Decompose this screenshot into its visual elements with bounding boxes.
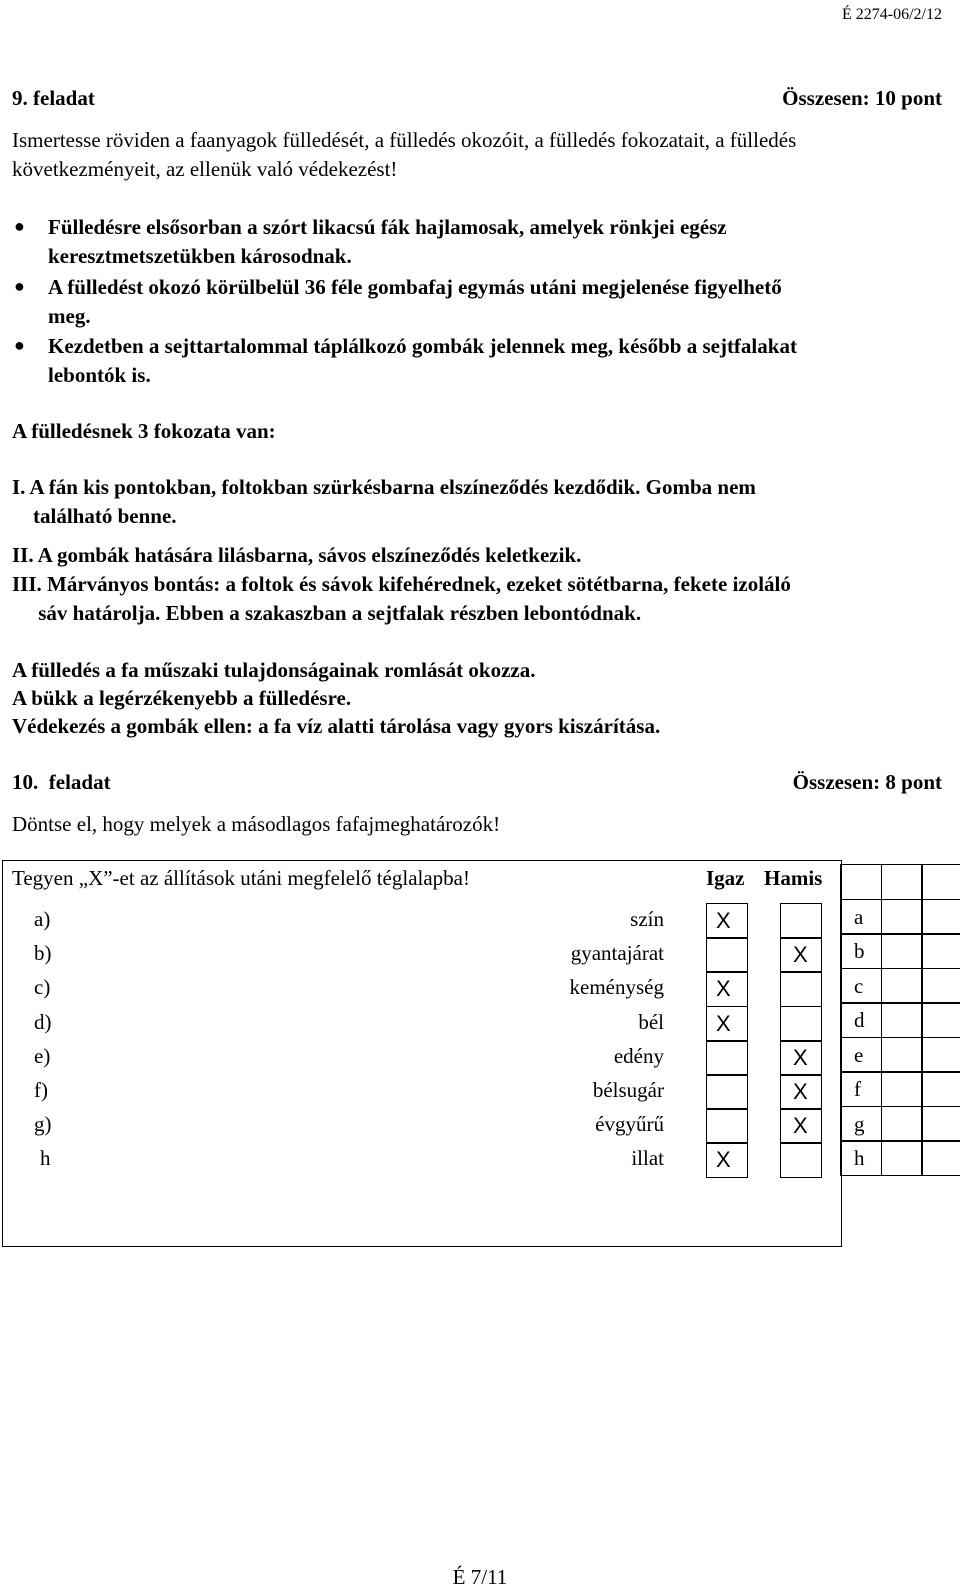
x-mark: X (793, 1044, 808, 1070)
row-label: f) (34, 1078, 48, 1102)
key-grid-cell (881, 968, 923, 1004)
stage-1-line-2: található benne. (12, 504, 177, 528)
row-word: évgyűrű (595, 1112, 664, 1137)
row-word: bélsugár (592, 1078, 664, 1102)
key-grid-cell (921, 933, 960, 969)
row-word: szín (630, 907, 664, 931)
row-label: g) (34, 1112, 52, 1137)
x-mark: X (716, 908, 731, 933)
row-word: bél (638, 1009, 664, 1034)
key-grid-cell (921, 1071, 960, 1107)
false-checkbox[interactable] (780, 903, 822, 939)
key-grid-cell (840, 933, 882, 969)
task10-title: 10. feladat (12, 770, 111, 794)
key-letter: b (854, 939, 865, 963)
task9-prompt-line-2: következményeit, az ellenük való védekezést! (12, 157, 398, 181)
x-mark: X (793, 1113, 808, 1139)
row-label: d) (34, 1009, 52, 1034)
bullet-1-line-1: Fülledésre elsősorban a szórt likacsú fák hajlamosak, amelyek rönkjei egész (48, 215, 727, 239)
key-grid-cell (921, 864, 960, 900)
true-checkbox[interactable] (706, 1074, 748, 1110)
page-code: É 2274-06/2/12 (842, 6, 942, 23)
key-letter: e (854, 1042, 864, 1067)
false-checkbox[interactable] (780, 1006, 822, 1042)
row-label: h (40, 1146, 51, 1171)
false-checkbox[interactable] (780, 1108, 822, 1144)
row-word: illat (631, 1146, 664, 1171)
task9-title: 9. feladat (12, 86, 95, 110)
key-grid-cell (921, 968, 960, 1004)
false-checkbox[interactable] (780, 1040, 822, 1076)
task10-prompt: Döntse el, hogy melyek a másodlagos fafajmeghatározók! (12, 812, 501, 836)
true-checkbox[interactable] (706, 1108, 748, 1144)
false-checkbox[interactable] (780, 1142, 822, 1178)
key-letter: h (854, 1146, 865, 1170)
conclusion-1: A fülledés a fa műszaki tulajdonságainak romlását okozza. (12, 658, 536, 682)
conclusion-2: A bükk a legérzékenyebb a fülledésre. (12, 686, 352, 710)
key-grid-cell (921, 899, 960, 935)
key-grid-cell (840, 1037, 882, 1073)
x-mark: X (793, 942, 808, 968)
bullet-3-line-2: lebontók is. (48, 363, 151, 387)
key-grid-cell (840, 1140, 882, 1176)
bullet-icon: ● (14, 335, 25, 355)
row-word: gyantajárat (570, 941, 664, 966)
false-checkbox[interactable] (780, 1074, 822, 1110)
task9-points: Összesen: 10 pont (782, 86, 942, 110)
row-label: c) (34, 975, 51, 1000)
x-mark: X (716, 1147, 731, 1173)
key-grid-cell (881, 1002, 923, 1038)
stage-3-line-2: sáv határolja. Ebben a szakaszban a sejtfalak részben lebontódnak. (12, 601, 642, 625)
key-grid-cell (881, 1106, 923, 1142)
page-footer: É 7/11 (452, 1565, 508, 1589)
false-checkbox[interactable] (780, 971, 822, 1007)
key-grid-cell (921, 1037, 960, 1073)
stage-2-line-1: II. A gombák hatására lilásbarna, sávos elszíneződés keletkezik. (12, 543, 582, 567)
key-grid-cell (881, 1140, 923, 1176)
key-grid-cell (881, 864, 923, 900)
key-grid-cell (881, 899, 923, 935)
key-grid-cell (921, 1002, 960, 1038)
task10-points: Összesen: 8 pont (792, 770, 942, 794)
true-checkbox[interactable] (706, 1006, 748, 1042)
instruction-text: Tegyen „X”-et az állítások utáni megfelelő téglalapba! (12, 866, 470, 890)
bullet-icon: ● (14, 276, 25, 296)
true-checkbox[interactable] (706, 1142, 748, 1178)
key-grid-cell (840, 899, 882, 935)
true-checkbox[interactable] (706, 937, 748, 973)
key-letter: c (854, 973, 864, 998)
key-grid-cell (840, 1106, 882, 1142)
key-grid-cell (881, 1071, 923, 1107)
key-grid-cell (840, 1002, 882, 1038)
key-grid-cell (840, 1071, 882, 1107)
key-grid-cell (921, 1106, 960, 1142)
true-checkbox[interactable] (706, 1040, 748, 1076)
key-letter: f (854, 1077, 861, 1101)
task9-prompt-line-1: Ismertesse röviden a faanyagok fülledését, a fülledés okozóit, a fülledés fokozatait, a fülledés (12, 128, 797, 152)
key-letter: d (854, 1008, 865, 1032)
row-label: b) (34, 941, 52, 966)
x-mark: X (716, 976, 731, 1002)
stages-title: A fülledésnek 3 fokozata van: (12, 419, 276, 443)
true-checkbox[interactable] (706, 971, 748, 1007)
key-grid-cell (881, 1037, 923, 1073)
row-label: e) (34, 1043, 51, 1068)
stage-1-line-1: I. A fán kis pontokban, foltokban szürkésbarna elszíneződés kezdődik. Gomba nem (12, 475, 756, 499)
false-checkbox[interactable] (780, 937, 822, 973)
bullet-icon: ● (14, 216, 25, 236)
row-word: edény (613, 1043, 664, 1068)
bullet-1-line-2: keresztmetszetükben károsodnak. (48, 244, 352, 268)
key-grid-cell (921, 1140, 960, 1176)
stage-3-line-1: III. Márványos bontás: a foltok és sávok kifehérednek, ezeket sötétbarna, fekete izoláló (12, 572, 791, 596)
key-grid-cell (840, 864, 882, 900)
key-letter: g (854, 1111, 865, 1136)
conclusion-3: Védekezés a gombák ellen: a fa víz alatti tárolása vagy gyors kiszárítása. (12, 714, 661, 738)
true-checkbox[interactable] (706, 903, 748, 939)
key-grid-cell (840, 968, 882, 1004)
x-mark: X (716, 1010, 731, 1036)
col-true-header: Igaz (706, 866, 745, 890)
key-grid-cell (881, 933, 923, 969)
bullet-3-line-1: Kezdetben a sejttartalommal táplálkozó gombák jelennek meg, később a sejtfalakat (48, 334, 797, 358)
col-false-header: Hamis (764, 866, 823, 890)
bullet-2-line-1: A fülledést okozó körülbelül 36 féle gombafaj egymás utáni megjelenése figyelhető (48, 275, 782, 299)
row-label: a) (34, 907, 51, 931)
x-mark: X (793, 1079, 808, 1104)
bullet-2-line-2: meg. (48, 304, 91, 328)
row-word: keménység (569, 975, 664, 1000)
key-letter: a (854, 904, 864, 929)
